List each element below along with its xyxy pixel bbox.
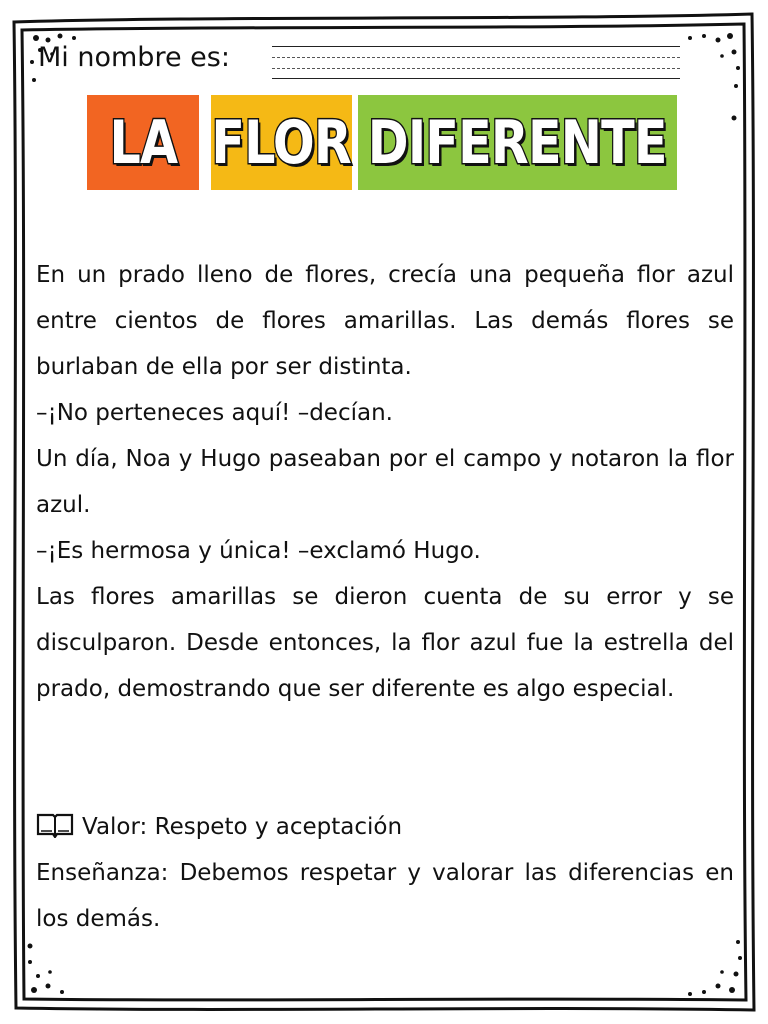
valor-line (36, 804, 734, 850)
story-text (36, 252, 734, 712)
story-paragraph: Un día, Noa y Hugo paseaban por el campo y notaron la flor azul. (36, 446, 734, 518)
lesson-section (36, 804, 734, 942)
open-book-icon (36, 812, 74, 838)
title-word-diferente: DIFERENTE (358, 95, 677, 190)
ensenanza-text: Enseñanza: Debemos respetar y valorar las diferencias en los demás. (36, 860, 734, 932)
title-word-flor: FLOR (211, 95, 352, 190)
name-writing-lines[interactable] (272, 44, 680, 80)
story-dialogue: –¡No perteneces aquí! –decían. (36, 400, 393, 426)
name-label: Mi nombre es: (38, 42, 230, 73)
story-paragraph: En un prado lleno de flores, crecía una pequeña flor azul entre cientos de flores amarillas. Las demás flores se burlaban de ella por ser distinta. (36, 262, 734, 380)
corner-dots-bottom-right (688, 940, 742, 996)
title-banner (0, 95, 768, 190)
story-dialogue: –¡Es hermosa y única! –exclamó Hugo. (36, 538, 481, 564)
valor-text: Valor: Respeto y aceptación (82, 814, 403, 840)
corner-dots-bottom-left (28, 944, 65, 995)
story-paragraph: Las flores amarillas se dieron cuenta de su error y se disculparon. Desde entonces, la flor azul fue la estrella del prado, demostrando que ser diferente es algo especial. (36, 584, 734, 702)
title-word-la: LA (87, 95, 199, 190)
